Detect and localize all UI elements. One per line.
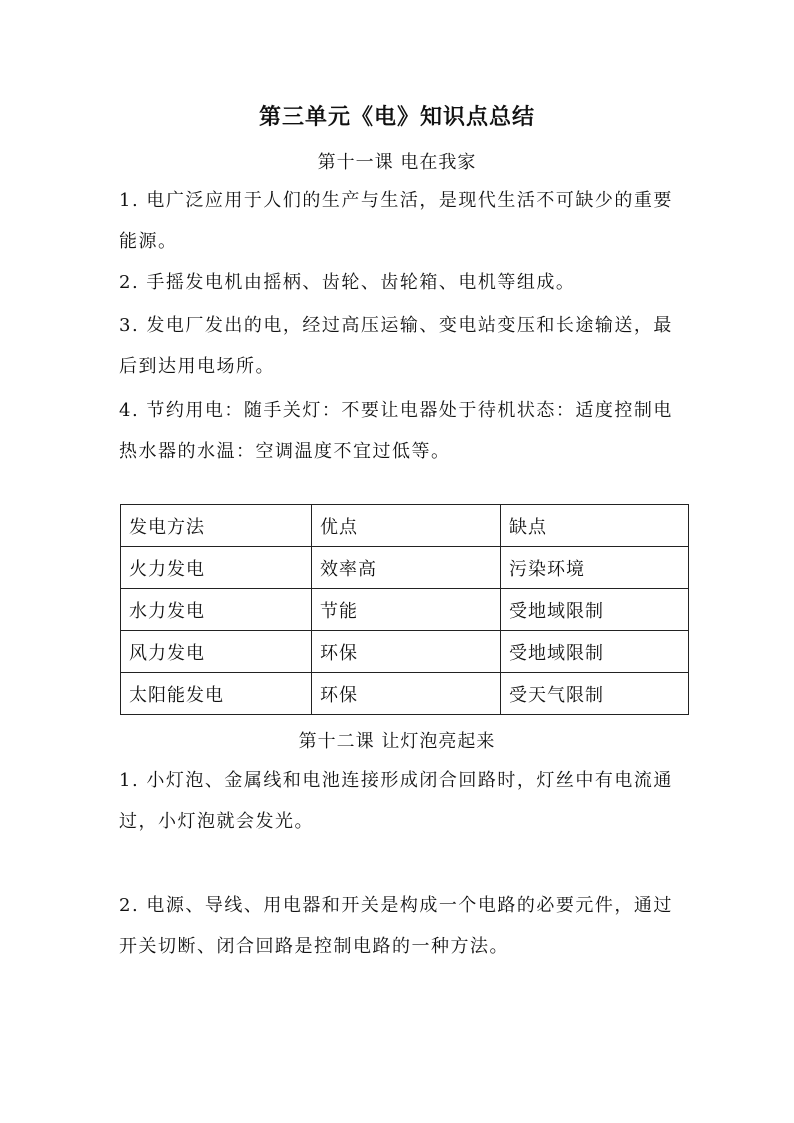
lesson-11-item-4 [119, 390, 689, 472]
paragraph-text: 2. 手摇发电机由摇柄、齿轮、齿轮箱、电机等组成。 [119, 272, 576, 293]
table-cell: 受地域限制 [501, 589, 689, 631]
lesson-11-item-2 [119, 262, 689, 303]
table-header-cell: 发电方法 [121, 505, 312, 547]
table-row [121, 631, 689, 673]
table-cell: 节能 [312, 589, 501, 631]
paragraph-text: 1. 电广泛应用于人们的生产与生活，是现代生活不可缺少的重要能源。 [119, 190, 673, 252]
lesson-11-item-1 [119, 180, 689, 262]
table-cell: 风力发电 [121, 631, 312, 673]
paragraph-text: 3. 发电厂发出的电，经过高压运输、变电站变压和长途输送，最后到达用电场所。 [119, 315, 673, 377]
power-generation-table [120, 504, 689, 715]
lesson-11-heading: 第十一课 电在我家 [317, 152, 477, 173]
table-header-cell: 优点 [312, 505, 501, 547]
table-cell: 污染环境 [501, 547, 689, 589]
paragraph-text: 1. 小灯泡、金属线和电池连接形成闭合回路时，灯丝中有电流通 [119, 770, 673, 791]
table-header-cell: 缺点 [501, 505, 689, 547]
lesson-12-item-1 [119, 760, 689, 842]
table-cell: 环保 [312, 631, 501, 673]
paragraph-text: 4. 节约用电：随手关灯：不要让电器处于待机状态：适度控制电热水器的水温：空调温度不宜过低等。 [119, 400, 673, 462]
lesson-12-item-2 [119, 885, 689, 967]
lesson-12-heading: 第十二课 让灯泡亮起来 [298, 731, 496, 752]
table-cell: 环保 [312, 673, 501, 715]
paragraph-text: 2. 电源、导线、用电器和开关是构成一个电路的必要元件，通过开关切断、闭合回路是控制电路的一种方法。 [119, 895, 673, 957]
table-row [121, 673, 689, 715]
table-cell: 受天气限制 [501, 673, 689, 715]
table-cell: 效率高 [312, 547, 501, 589]
paragraph-text: 过，小灯泡就会发光。 [119, 811, 314, 832]
table-row [121, 589, 689, 631]
table-header-row [121, 505, 689, 547]
table-cell: 太阳能发电 [121, 673, 312, 715]
table-cell: 火力发电 [121, 547, 312, 589]
table-cell: 受地域限制 [501, 631, 689, 673]
table-row [121, 547, 689, 589]
page-title: 第三单元《电》知识点总结 [258, 105, 535, 130]
lesson-11-item-3 [119, 305, 689, 387]
table-cell: 水力发电 [121, 589, 312, 631]
